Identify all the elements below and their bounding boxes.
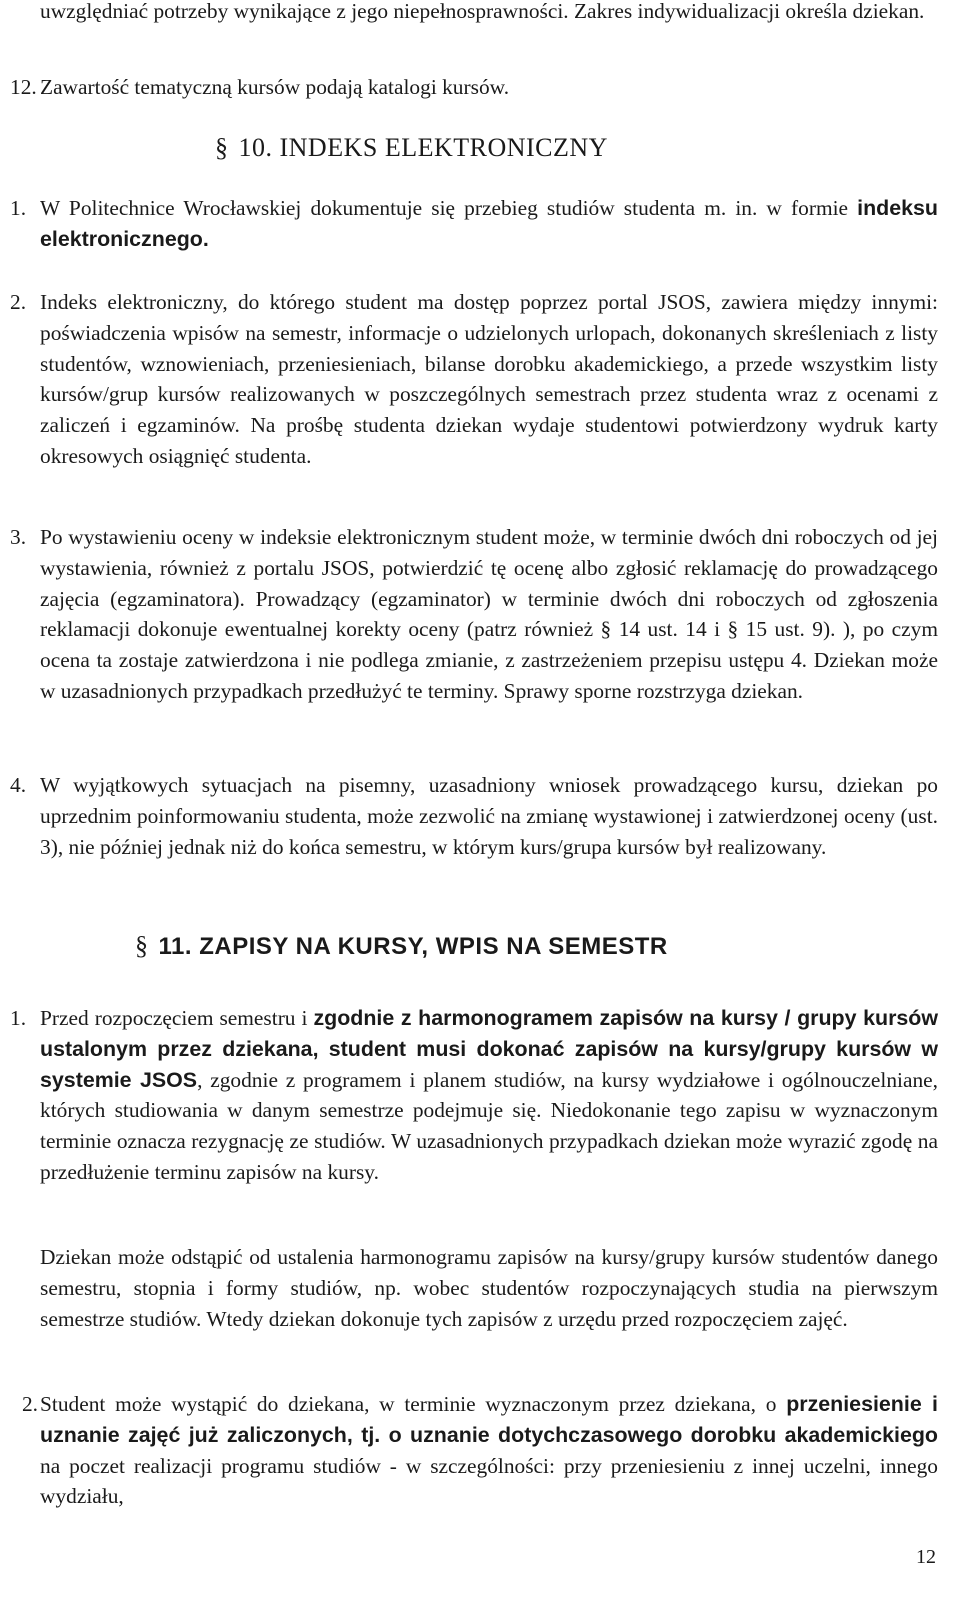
list-item xyxy=(10,193,938,255)
item-number: 4. xyxy=(10,773,27,797)
text-run: Student może wystąpić do dziekana, w terminie wyznaczonym przez dziekana, o xyxy=(40,1392,787,1416)
item-number: 2. xyxy=(21,1392,38,1416)
bold-text-run: przeniesienie i uznanie zajęć już zaliczonych, tj. o uznanie dotychczasowego dorobku akademickiego xyxy=(40,1392,938,1447)
item-text xyxy=(40,1389,938,1512)
text-run: Przed rozpoczęciem semestru i xyxy=(40,1006,314,1030)
paragraph xyxy=(40,1242,938,1334)
continuation-paragraph xyxy=(40,0,938,27)
item-text: Po wystawieniu oceny w indeksie elektronicznym student może, w terminie dwóch dni roboczych od jej wystawienia, również z portalu JSOS, potwierdzić tę ocenę albo zgłosić reklamację do prowadzącego zajęcia (egzaminatora). Prowadzący (egzaminator) w terminie dwóch dni roboczych od zgłoszenia reklamacji dokonuje ewentualnej korekty oceny (patrz również § 14 ust. 14 i § 15 ust. 9). ), po czym ocena ta zostaje zatwierdzona i nie podlega zmianie, z zastrzeżeniem przepisu ustępu 4. Dziekan może w uzasadnionych przypadkach przedłużyć te terminy. Sprawy sporne rozstrzyga dziekan. xyxy=(40,525,938,703)
item-number: 2. xyxy=(10,290,27,314)
text-run: , zgodnie z programem i planem studiów, na kursy wydziałowe i ogólnouczelniane, których studiowania w danym semestrze podejmuje się. Niedokonanie tego zapisu w wyznaczonym terminie oznacza rezygnację ze studiów. W uzasadnionych przypadkach dziekan może wyrazić zgodę na przedłużenie terminu zapisów na kursy. xyxy=(40,1067,938,1184)
page-number: 12 xyxy=(916,1546,936,1568)
section-title: 11. ZAPISY NA KURSY, WPIS NA SEMESTR xyxy=(158,933,668,960)
paragraph-text: Dziekan może odstąpić od ustalenia harmonogramu zapisów na kursy/grupy kursów studentów danego semestru, stopnia i formy studiów, np. wobec studentów rozpoczynających studia na pierwszym semestrze studiów. Wtedy dziekan dokonuje tych zapisów z urzędu przed rozpoczęciem zajęć. xyxy=(40,1245,938,1331)
item-number: 3. xyxy=(10,525,27,549)
list-item xyxy=(10,522,938,707)
section-heading xyxy=(135,929,668,964)
list-item xyxy=(10,770,938,862)
item-number: 12. xyxy=(10,75,37,99)
bold-text-run: zgodnie z harmonogramem zapisów na kursy / grupy kursów ustalonym przez dziekana, student musi dokonać zapisów na kursy/grupy kursów w systemie JSOS xyxy=(40,1006,938,1092)
list-item xyxy=(10,1003,938,1188)
section-sign: § xyxy=(215,133,229,162)
item-text: Indeks elektroniczny, do którego student ma dostęp poprzez portal JSOS, zawiera między innymi: poświadczenia wpisów na semestr, informacje o udzielonych urlopach, dokonanych skreśleniach z listy studentów, wznowieniach, przeniesieniach, bilanse dorobku akademickiego, a przede wszystkim listy kursów/grup kursów realizowanych w poszczególnych semestrach przez studenta wraz z ocenami z zaliczeń i egzaminów. Na prośbę studenta dziekan wydaje studentowi potwierdzony wydruk karty okresowych osiągnięć studenta. xyxy=(40,290,938,468)
text-run: W Politechnice Wrocławskiej dokumentuje się przebieg studiów studenta m. in. w formie xyxy=(40,196,858,220)
list-item xyxy=(10,72,938,103)
item-number: 1. xyxy=(10,1006,27,1030)
item-text xyxy=(40,1003,938,1188)
section-title: 10. INDEKS ELEKTRONICZNY xyxy=(238,133,608,162)
item-number: 1. xyxy=(10,196,27,220)
item-text: W wyjątkowych sytuacjach na pisemny, uzasadniony wniosek prowadzącego kursu, dziekan po uprzednim poinformowaniu studenta, może zezwolić na zmianę wystawionej i zatwierdzonej oceny (ust. 3), nie później jednak niż do końca semestru, w którym kurs/grupa kursów był realizowany. xyxy=(40,773,938,859)
item-text: Zawartość tematyczną kursów podają katalogi kursów. xyxy=(40,75,510,99)
section-heading xyxy=(215,131,608,165)
bold-text-run: indeksu elektronicznego. xyxy=(40,196,938,251)
section-sign: § xyxy=(135,931,149,960)
text-run: na poczet realizacji programu studiów - w szczególności: przy przeniesieniu z innej uczelni, innego wydziału, xyxy=(40,1453,938,1509)
list-item xyxy=(10,1389,938,1512)
list-item xyxy=(10,287,938,472)
item-text xyxy=(40,193,938,255)
continuation-text: uwzględniać potrzeby wynikające z jego niepełnosprawności. Zakres indywidualizacji określa dziekan. xyxy=(40,0,925,23)
